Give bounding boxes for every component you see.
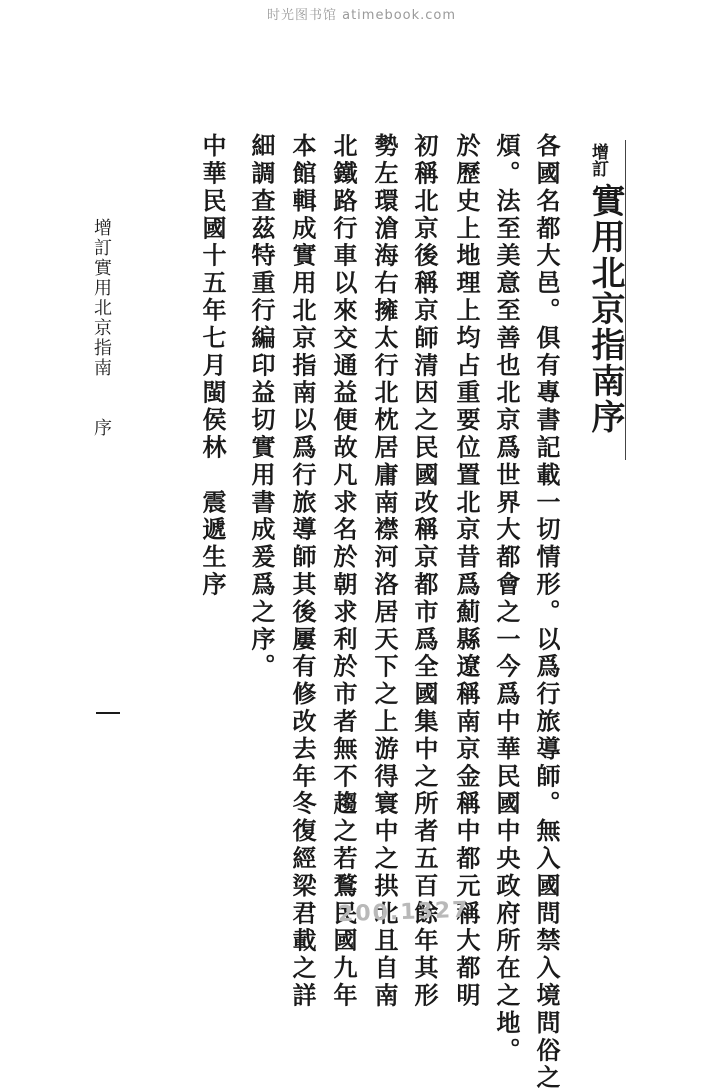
body-column-2: 煩。法至美意至善也北京爲世界大都會之一今爲中華民國中央政府所在之地。 (492, 133, 521, 1065)
body-column-4: 初稱北京後稱京師清因之民國改稱京都市爲全國集中之所者五百餘年其形 (410, 133, 439, 1010)
body-column-6: 北鐵路行車以來交通益便故凡求名於朝求利於市者無不趨之若鶩民國九年 (329, 133, 358, 1010)
body-column-5: 勢左環滄海右擁太行北枕居庸南襟河洛居天下之上游得寰中之拱北且自南 (370, 133, 399, 1010)
heading-prefix: 增訂 (588, 143, 608, 177)
title-divider (625, 140, 626, 460)
page-number (96, 712, 120, 714)
body-column-3: 於歷史上地理上均占重要位置北京昔爲薊縣遼稱南京金稱中都元稱大都明 (452, 133, 481, 1010)
watermark: 时光图书馆 atimebook.com (266, 8, 457, 23)
library-stamp: 200.1327 (337, 897, 470, 928)
body-column-1: 各國名都大邑。俱有專書記載一切情形。以爲行旅導師。無入國問禁入境問俗之 (532, 133, 561, 1092)
body-column-8: 細調查茲特重行編印益切實用書成爰爲之序。 (247, 133, 276, 681)
running-head-section: 序 (91, 418, 112, 438)
body-column-7: 本館輯成實用北京指南以爲行旅導師其後屢有修改去年冬復經梁君載之詳 (288, 133, 317, 1010)
running-head-title: 增訂實用北京指南 (91, 218, 112, 378)
page-title: 實用北京指南序 (585, 183, 625, 435)
date-line: 中華民國十五年七月閩侯林 震遞生序 (198, 133, 227, 599)
